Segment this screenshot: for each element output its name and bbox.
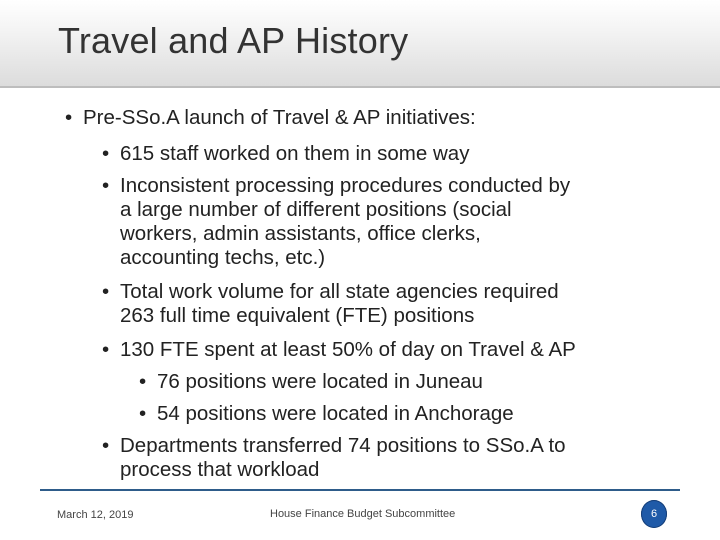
bullet-text-line: Departments transferred 74 positions to SSo.A to (120, 434, 566, 457)
page-number-badge: 6 (641, 500, 667, 528)
bullet-text-line: Inconsistent processing procedures conducted by (120, 174, 571, 197)
bullet-text: 54 positions were located in Anchorage (157, 402, 514, 425)
bullet-text-line: 263 full time equivalent (FTE) positions (120, 304, 475, 327)
title-divider (0, 86, 720, 88)
bullet-item-7 (139, 402, 514, 426)
bullet-text: 615 staff worked on them in some way (120, 142, 470, 165)
bullet-item-8 (102, 434, 566, 482)
bullet-text-line: Total work volume for all state agencies required (120, 280, 559, 303)
bullet-item-5 (102, 338, 576, 362)
bullet-dot: • (139, 370, 147, 393)
bullet-text-line: a large number of different positions (social (120, 198, 512, 221)
bullet-text: Pre-SSo.A launch of Travel & AP initiatives: (83, 106, 476, 129)
bullet-text-line: accounting techs, etc.) (120, 246, 326, 269)
bullet-item-3 (102, 174, 571, 270)
bullet-item-4 (102, 280, 559, 328)
bullet-text: 130 FTE spent at least 50% of day on Travel & AP (120, 338, 576, 361)
bullet-text-line: process that workload (120, 458, 320, 481)
bullet-dot: • (102, 434, 110, 457)
bullet-dot: • (139, 402, 147, 425)
bullet-item-6 (139, 370, 483, 394)
bullet-dot: • (102, 280, 110, 303)
bullet-dot: • (102, 174, 110, 197)
bullet-dot: • (65, 106, 73, 129)
bullet-dot: • (102, 338, 110, 361)
slide-title: Travel and AP History (58, 20, 409, 61)
bullet-item-1 (65, 106, 476, 130)
bullet-text: 76 positions were located in Juneau (157, 370, 483, 393)
bullet-item-2 (102, 142, 470, 166)
bullet-text-line: workers, admin assistants, office clerks, (120, 222, 481, 245)
footer-divider (40, 489, 680, 491)
footer-date: March 12, 2019 (57, 509, 134, 521)
footer-title: House Finance Budget Subcommittee (270, 508, 456, 520)
bullet-dot: • (102, 142, 110, 165)
